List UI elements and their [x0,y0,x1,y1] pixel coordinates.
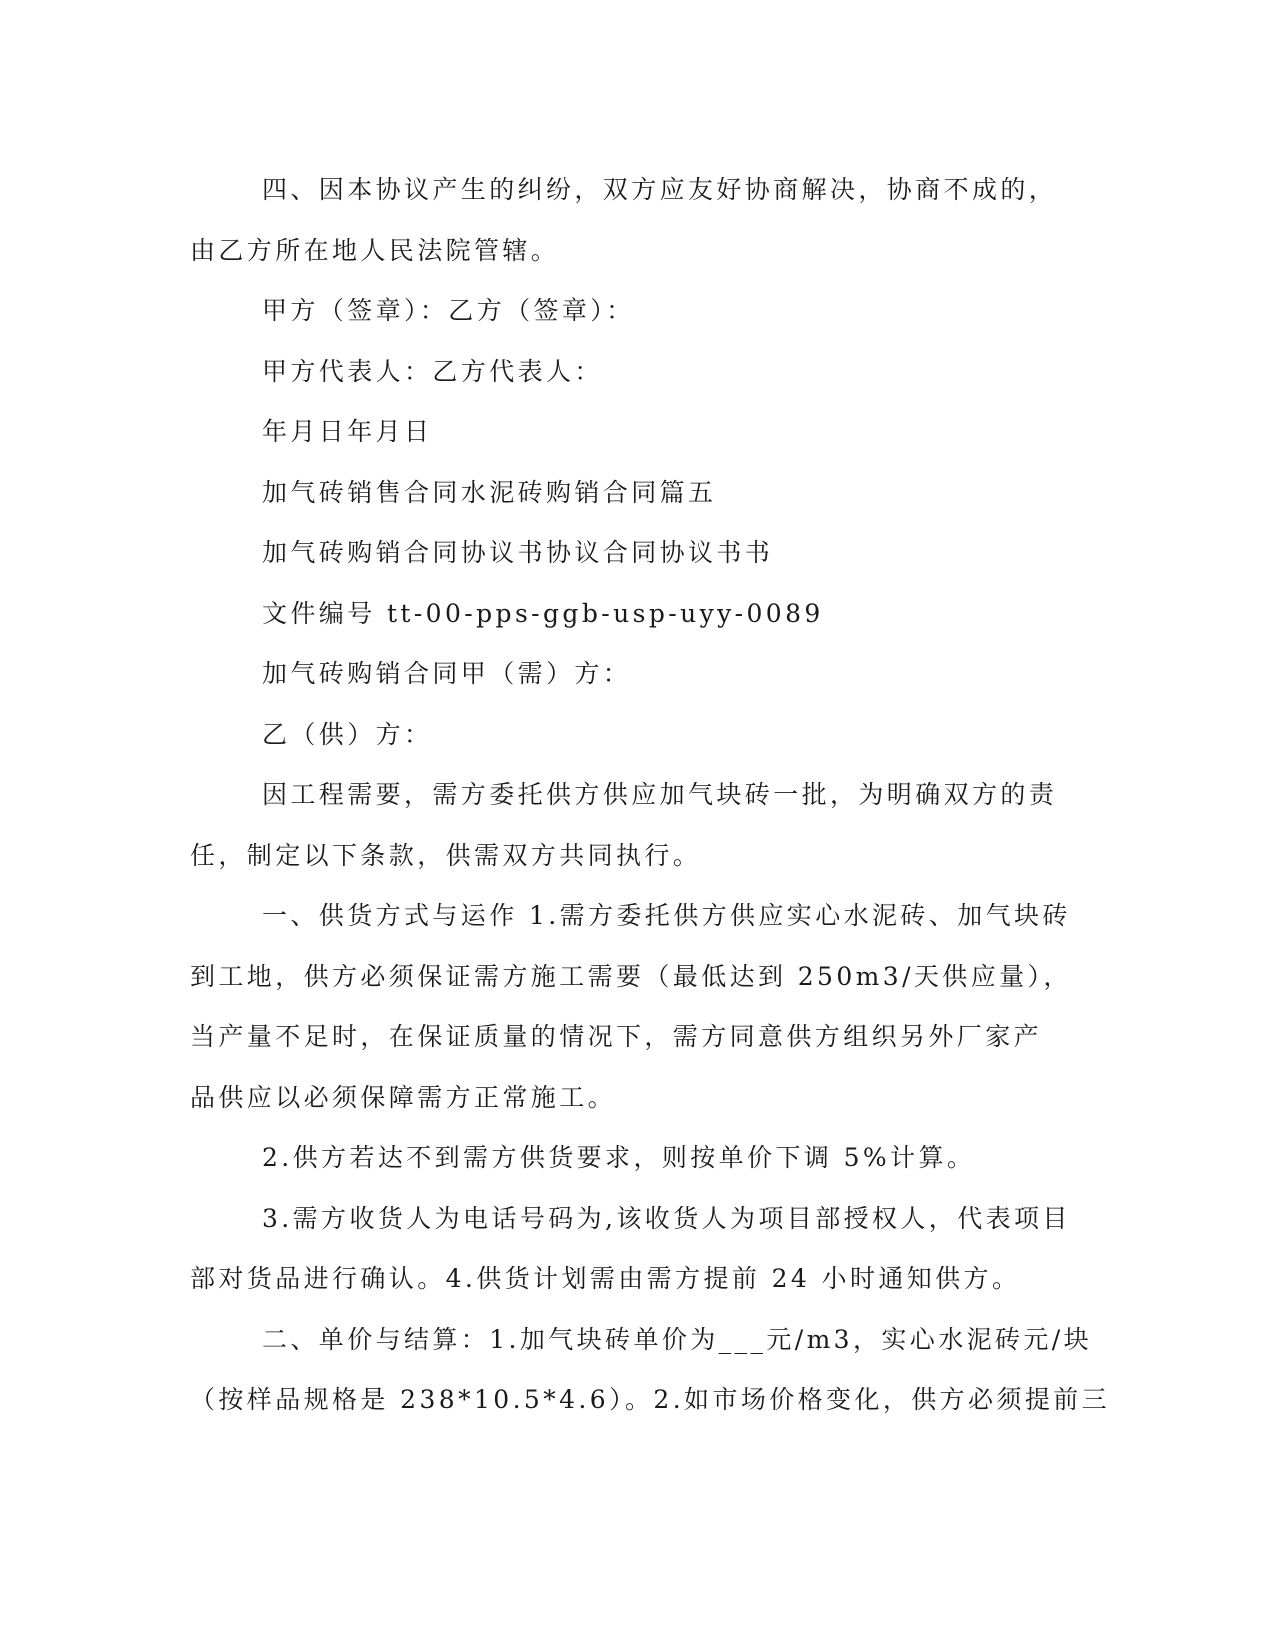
party-b-line: 乙（供）方： [262,719,433,749]
paragraph-line: 当产量不足时，在保证质量的情况下，需方同意供方组织另外厂家产 [190,1022,1043,1051]
signature-line-date: 年月日年月日 [262,417,433,446]
paragraph-line: 二、单价与结算：1.加气块砖单价为___元/m3，实心水泥砖元/块 [262,1324,1093,1354]
paragraph-line: 任，制定以下条款，供需双方共同执行。 [190,840,702,870]
paragraph-line: 部对货品进行确认。4.供货计划需由需方提前 24 小时通知供方。 [190,1264,1021,1293]
paragraph-line: 到工地，供方必须保证需方施工需要（最低达到 250m3/天供应量）， [190,961,1072,991]
paragraph-line: （按样品规格是 238*10.5*4.6）。2.如市场价格变化，供方必须提前三 [190,1385,1111,1414]
paragraph-line: 由乙方所在地人民法院管辖。 [190,235,560,265]
paragraph-line: 3.需方收货人为电话号码为,该收货人为项目部授权人，代表项目 [262,1203,1071,1233]
signature-line-representative: 甲方代表人：乙方代表人： [262,356,603,386]
party-a-line: 加气砖购销合同甲（需）方： [262,659,632,688]
paragraph-line: 2.供方若达不到需方供货要求，则按单价下调 5%计算。 [262,1143,976,1172]
document-body [190,160,1111,1431]
paragraph-line: 四、因本协议产生的纠纷，双方应友好协商解决，协商不成的， [262,175,1058,204]
document-title: 加气砖购销合同协议书协议合同协议书书 [262,538,774,567]
paragraph-line: 品供应以必须保障需方正常施工。 [190,1082,617,1112]
section-heading: 加气砖销售合同水泥砖购销合同篇五 [262,477,717,507]
paragraph-line: 因工程需要，需方委托供方供应加气块砖一批，为明确双方的责 [262,780,1058,809]
signature-line-party-seal: 甲方（签章）：乙方（签章）： [262,296,635,325]
paragraph-line: 一、供货方式与运作 1.需方委托供方供应实心水泥砖、加气块砖 [262,901,1071,930]
document-number: 文件编号 tt-00-pps-ggb-usp-uyy-0089 [262,598,824,628]
